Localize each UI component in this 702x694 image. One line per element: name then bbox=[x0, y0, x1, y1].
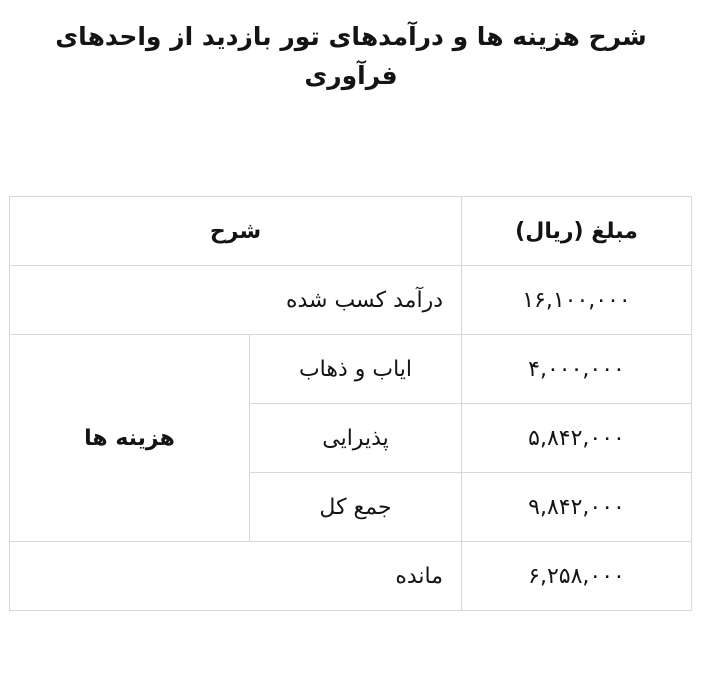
row-subitem: ایاب و ذهاب bbox=[250, 335, 462, 404]
row-amount: ۹,۸۴۲,۰۰۰ bbox=[462, 473, 692, 542]
row-description: درآمد کسب شده bbox=[10, 266, 462, 335]
row-subitem-total: جمع کل bbox=[250, 473, 462, 542]
row-description-balance: مانده bbox=[10, 542, 462, 611]
table-row bbox=[10, 266, 692, 335]
table-row bbox=[10, 335, 692, 404]
column-header-amount: مبلغ (ریال) bbox=[462, 197, 692, 266]
row-subitem: پذیرایی bbox=[250, 404, 462, 473]
page-title: شرح هزینه ها و درآمدهای تور بازدید از واحدهای فرآوری bbox=[55, 22, 647, 90]
report-table-container bbox=[10, 196, 692, 611]
expense-income-table bbox=[9, 196, 692, 611]
table-row bbox=[10, 542, 692, 611]
column-header-description: شرح bbox=[10, 197, 462, 266]
row-amount: ۵,۸۴۲,۰۰۰ bbox=[462, 404, 692, 473]
row-group-label: هزینه ها bbox=[10, 335, 250, 542]
row-amount: ۶,۲۵۸,۰۰۰ bbox=[462, 542, 692, 611]
row-amount: ۴,۰۰۰,۰۰۰ bbox=[462, 335, 692, 404]
table-header-row bbox=[10, 197, 692, 266]
row-amount: ۱۶,۱۰۰,۰۰۰ bbox=[462, 266, 692, 335]
